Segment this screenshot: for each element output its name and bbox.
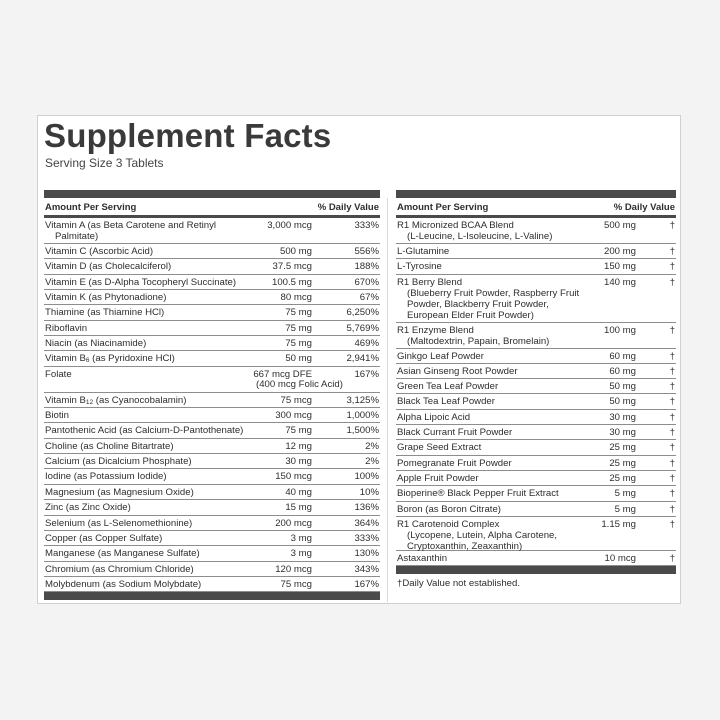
nutrient-row (44, 393, 380, 408)
nutrient-daily-value: 67% (359, 292, 379, 304)
panel-title: Supplement Facts (44, 117, 332, 154)
nutrient-daily-value: 100% (354, 471, 379, 483)
ingredient-name (397, 246, 607, 257)
nutrient-name: Niacin (as Niacinamide) (45, 338, 147, 350)
ingredient-amount: 100 mg (604, 324, 636, 336)
name-line: L-Glutamine (397, 246, 450, 257)
dagger-mark: † (669, 324, 675, 336)
ingredient-name (397, 458, 607, 469)
name-line: (Maltodextrin, Papain, Bromelain) (407, 335, 550, 347)
ingredient-name (397, 261, 607, 272)
ingredient-row (396, 456, 676, 471)
top-bar (44, 190, 380, 198)
nutrient-amount: 15 mg (285, 502, 312, 514)
ingredient-amount: 60 mg (609, 350, 636, 362)
right-rows (396, 218, 676, 566)
name-line: Grape Seed Extract (397, 442, 482, 454)
nutrient-daily-value: 364% (354, 517, 379, 529)
left-header (44, 198, 380, 218)
ingredient-row (396, 394, 676, 409)
nutrient-row (44, 259, 380, 274)
dagger-mark: † (669, 411, 675, 423)
ingredient-name (397, 381, 607, 392)
nutrient-amount: 37.5 mcg (272, 261, 312, 273)
nutrient-daily-value: 670% (354, 276, 379, 288)
nutrient-row (44, 336, 380, 351)
nutrient-amount: 80 mcg (280, 292, 312, 304)
serving-size: Serving Size 3 Tablets (45, 156, 164, 170)
nutrient-row (44, 351, 380, 366)
nutrient-row (44, 562, 380, 577)
ingredient-row (396, 502, 676, 517)
nutrient-amount: 120 mcg (275, 563, 312, 575)
nutrient-name: Magnesium (as Magnesium Oxide) (45, 486, 194, 498)
nutrient-amount: 75 mcg (280, 578, 312, 590)
ingredient-name (397, 504, 607, 515)
nutrient-name: Biotin (45, 410, 69, 422)
top-bar (396, 190, 676, 198)
name-line: Alpha Lipoic Acid (397, 411, 471, 423)
nutrient-amount: 12 mg (285, 440, 312, 452)
ingredient-amount: 5 mg (614, 488, 636, 500)
name-line: Boron (as Boron Citrate) (397, 503, 501, 515)
name-line: Cryptoxanthin, Zeaxanthin) (407, 540, 523, 552)
nutrient-row (44, 290, 380, 305)
ingredient-row (396, 349, 676, 364)
ingredient-row (396, 323, 676, 349)
nutrient-daily-value: 136% (354, 502, 379, 514)
name-line: Vitamin A (as Beta Carotene and Retinyl (45, 220, 217, 231)
ingredient-name (397, 519, 607, 552)
dagger-mark: † (669, 350, 675, 362)
name-line: R1 Carotenoid Complex (397, 518, 500, 530)
dagger-mark: † (669, 365, 675, 377)
nutrient-daily-value: 167% (354, 368, 379, 380)
ingredient-amount: 1.15 mg (601, 518, 636, 530)
ingredient-amount: 25 mg (609, 457, 636, 469)
nutrient-daily-value: 343% (354, 563, 379, 575)
nutrient-daily-value: 1,500% (346, 425, 379, 437)
ingredient-name (397, 442, 607, 453)
nutrient-name: Choline (as Choline Bitartrate) (45, 440, 174, 452)
name-line: Bioperine® Black Pepper Fruit Extract (397, 488, 559, 500)
dagger-mark: † (669, 472, 675, 484)
nutrient-row (44, 500, 380, 515)
nutrient-amount: 3,000 mcg (267, 220, 312, 231)
name-line: L-Tyrosine (397, 261, 442, 273)
ingredient-amount: 60 mg (609, 365, 636, 377)
name-line: R1 Berry Blend (397, 276, 463, 288)
ingredient-row (396, 259, 676, 274)
ingredient-amount: 140 mg (604, 276, 636, 288)
ingredient-amount: 150 mg (604, 261, 636, 273)
header-amount: Amount Per Serving (397, 202, 489, 213)
bottom-bar (396, 566, 676, 574)
nutrient-daily-value: 130% (354, 548, 379, 560)
ingredient-name (397, 366, 607, 377)
nutrient-amount: 75 mg (285, 338, 312, 350)
name-line: Black Currant Fruit Powder (397, 427, 513, 439)
nutrient-row (44, 454, 380, 469)
name-part: Vitamin B (45, 394, 86, 406)
nutrient-amount: 300 mcg (275, 410, 312, 422)
nutrient-name (45, 353, 175, 366)
nutrient-name: Thiamine (as Thiamine HCl) (45, 307, 165, 319)
ingredient-amount: 50 mg (609, 396, 636, 408)
ingredient-name (397, 277, 607, 321)
nutrient-daily-value: 469% (354, 338, 379, 350)
ingredient-amount: 500 mg (604, 220, 636, 231)
right-header (396, 198, 676, 218)
nutrient-name: Pantothenic Acid (as Calcium-D-Pantothenate) (45, 425, 244, 437)
ingredient-amount: 25 mg (609, 472, 636, 484)
nutrient-name: Vitamin D (as Cholecalciferol) (45, 261, 172, 273)
dagger-mark: † (669, 442, 675, 454)
name-line: Ginkgo Leaf Powder (397, 350, 484, 362)
nutrient-row (44, 423, 380, 438)
header-daily-value: % Daily Value (317, 202, 379, 213)
nutrient-name: Vitamin K (as Phytonadione) (45, 292, 167, 304)
ingredient-row (396, 486, 676, 501)
name-line: Black Tea Leaf Powder (397, 396, 495, 408)
ingredient-row (396, 517, 676, 551)
nutrient-daily-value: 333% (354, 532, 379, 544)
ingredient-amount: 50 mg (609, 381, 636, 393)
nutrient-row (44, 218, 380, 244)
nutrient-amount-note: (400 mcg Folic Acid) (256, 378, 343, 390)
nutrient-daily-value: 2,941% (346, 353, 379, 365)
ingredient-name (397, 220, 607, 242)
nutrient-row (44, 244, 380, 259)
name-part: (as Pyridoxine HCl) (89, 353, 175, 365)
nutrient-name: Chromium (as Chromium Chloride) (45, 563, 194, 575)
nutrient-row (44, 546, 380, 561)
nutrient-amount: 75 mg (285, 307, 312, 319)
ingredient-name (397, 488, 607, 499)
nutrient-amount: 150 mcg (275, 471, 312, 483)
nutrient-name: Selenium (as L-Selenomethionine) (45, 517, 193, 529)
nutrient-amount: 3 mg (290, 548, 312, 560)
name-subscript: 6 (85, 357, 90, 365)
nutrient-amount: 40 mg (285, 486, 312, 498)
header-amount: Amount Per Serving (45, 202, 137, 213)
nutrient-amount: 500 mg (280, 246, 312, 257)
ingredient-name (397, 396, 607, 407)
name-line: (Lycopene, Lutein, Alpha Carotene, (407, 529, 558, 541)
nutrient-row (44, 485, 380, 500)
nutrient-name (45, 220, 245, 242)
nutrient-name: Molybdenum (as Sodium Molybdate) (45, 578, 202, 590)
nutrient-amount: 75 mcg (280, 394, 312, 406)
name-line: Apple Fruit Powder (397, 472, 479, 484)
name-line: Powder, Blackberry Fruit Powder, (407, 298, 549, 310)
nutrient-row (44, 408, 380, 423)
name-line: (Blueberry Fruit Powder, Raspberry Fruit (407, 287, 580, 299)
name-line: Palmitate) (55, 231, 99, 242)
name-line: Asian Ginseng Root Powder (397, 365, 518, 377)
left-rows (44, 218, 380, 592)
ingredient-row (396, 218, 676, 244)
nutrient-amount: 30 mg (285, 456, 312, 468)
ingredient-row (396, 410, 676, 425)
name-line: (L-Leucine, L-Isoleucine, L-Valine) (407, 231, 553, 242)
nutrient-daily-value: 2% (365, 456, 379, 468)
ingredient-row (396, 379, 676, 394)
nutrient-amount: 50 mg (285, 353, 312, 365)
nutrient-daily-value: 188% (354, 261, 379, 273)
nutrient-amount: 200 mcg (275, 517, 312, 529)
ingredient-row (396, 440, 676, 455)
nutrient-daily-value: 6,250% (346, 307, 379, 319)
left-column (44, 190, 380, 600)
ingredient-name (397, 351, 607, 362)
ingredient-name (397, 473, 607, 484)
nutrient-amount: 75 mg (285, 322, 312, 334)
nutrient-name: Calcium (as Dicalcium Phosphate) (45, 456, 192, 468)
nutrient-name: Zinc (as Zinc Oxide) (45, 502, 131, 514)
ingredient-name (397, 427, 607, 438)
nutrient-daily-value: 10% (359, 486, 379, 498)
dagger-mark: † (669, 220, 675, 231)
ingredient-row (396, 551, 676, 566)
dagger-mark: † (669, 552, 675, 564)
ingredient-row (396, 471, 676, 486)
ingredient-row (396, 364, 676, 379)
nutrient-amount: 100.5 mg (271, 276, 312, 288)
bottom-bar (44, 592, 380, 600)
ingredient-name (397, 325, 607, 347)
name-line: Green Tea Leaf Powder (397, 381, 499, 393)
nutrient-amount: 75 mg (285, 425, 312, 437)
nutrient-daily-value: 5,769% (346, 322, 379, 334)
nutrient-row (44, 439, 380, 454)
nutrient-row (44, 367, 380, 393)
dagger-mark: † (669, 261, 675, 273)
dagger-mark: † (669, 518, 675, 530)
nutrient-row (44, 577, 380, 592)
ingredient-row (396, 425, 676, 440)
ingredient-amount: 200 mg (604, 246, 636, 257)
nutrient-name: Iodine (as Potassium Iodide) (45, 471, 167, 483)
nutrient-row (44, 321, 380, 336)
name-line: R1 Micronized BCAA Blend (397, 220, 514, 231)
dagger-mark: † (669, 276, 675, 288)
nutrient-daily-value: 2% (365, 440, 379, 452)
nutrient-daily-value: 556% (354, 246, 379, 257)
nutrient-name: Vitamin C (Ascorbic Acid) (45, 246, 154, 257)
nutrient-amount: 667 mcg DFE (253, 368, 312, 380)
column-divider (387, 198, 388, 602)
nutrient-name: Copper (as Copper Sulfate) (45, 532, 163, 544)
name-line: European Elder Fruit Powder) (407, 309, 534, 321)
nutrient-row (44, 469, 380, 484)
dagger-mark: † (669, 503, 675, 515)
dagger-mark: † (669, 488, 675, 500)
nutrient-name: Vitamin E (as D-Alpha Tocopheryl Succinate) (45, 276, 237, 288)
name-part: Vitamin B (45, 353, 86, 365)
nutrient-row (44, 305, 380, 320)
nutrient-daily-value: 1,000% (346, 410, 379, 422)
dagger-mark: † (669, 246, 675, 257)
name-line: Pomegranate Fruit Powder (397, 457, 512, 469)
nutrient-daily-value: 333% (354, 220, 379, 231)
nutrient-name: Folate (45, 368, 72, 380)
nutrient-name: Manganese (as Manganese Sulfate) (45, 548, 200, 560)
nutrient-daily-value: 3,125% (346, 394, 379, 406)
ingredient-name (397, 553, 607, 564)
nutrient-row (44, 531, 380, 546)
dagger-mark: † (669, 427, 675, 439)
dagger-mark: † (669, 457, 675, 469)
ingredient-amount: 30 mg (609, 427, 636, 439)
dagger-mark: † (669, 381, 675, 393)
supplement-facts-panel (37, 115, 681, 604)
nutrient-row (44, 275, 380, 290)
footnote: †Daily Value not established. (397, 578, 521, 590)
dagger-mark: † (669, 396, 675, 408)
ingredient-row (396, 244, 676, 259)
nutrient-name: Riboflavin (45, 322, 88, 334)
nutrient-amount: 3 mg (290, 532, 312, 544)
name-part: (as Cyanocobalamin) (93, 394, 187, 406)
nutrient-row (44, 516, 380, 531)
name-line: Astaxanthin (397, 552, 448, 564)
ingredient-amount: 10 mcg (604, 552, 636, 564)
header-daily-value: % Daily Value (613, 202, 675, 213)
nutrient-daily-value: 167% (354, 578, 379, 590)
name-subscript: 12 (85, 398, 94, 406)
name-line: R1 Enzyme Blend (397, 324, 474, 336)
right-column (396, 190, 676, 589)
nutrient-name (45, 395, 186, 408)
ingredient-amount: 25 mg (609, 442, 636, 454)
ingredient-amount: 5 mg (614, 503, 636, 515)
ingredient-amount: 30 mg (609, 411, 636, 423)
ingredient-name (397, 412, 607, 423)
ingredient-row (396, 275, 676, 323)
